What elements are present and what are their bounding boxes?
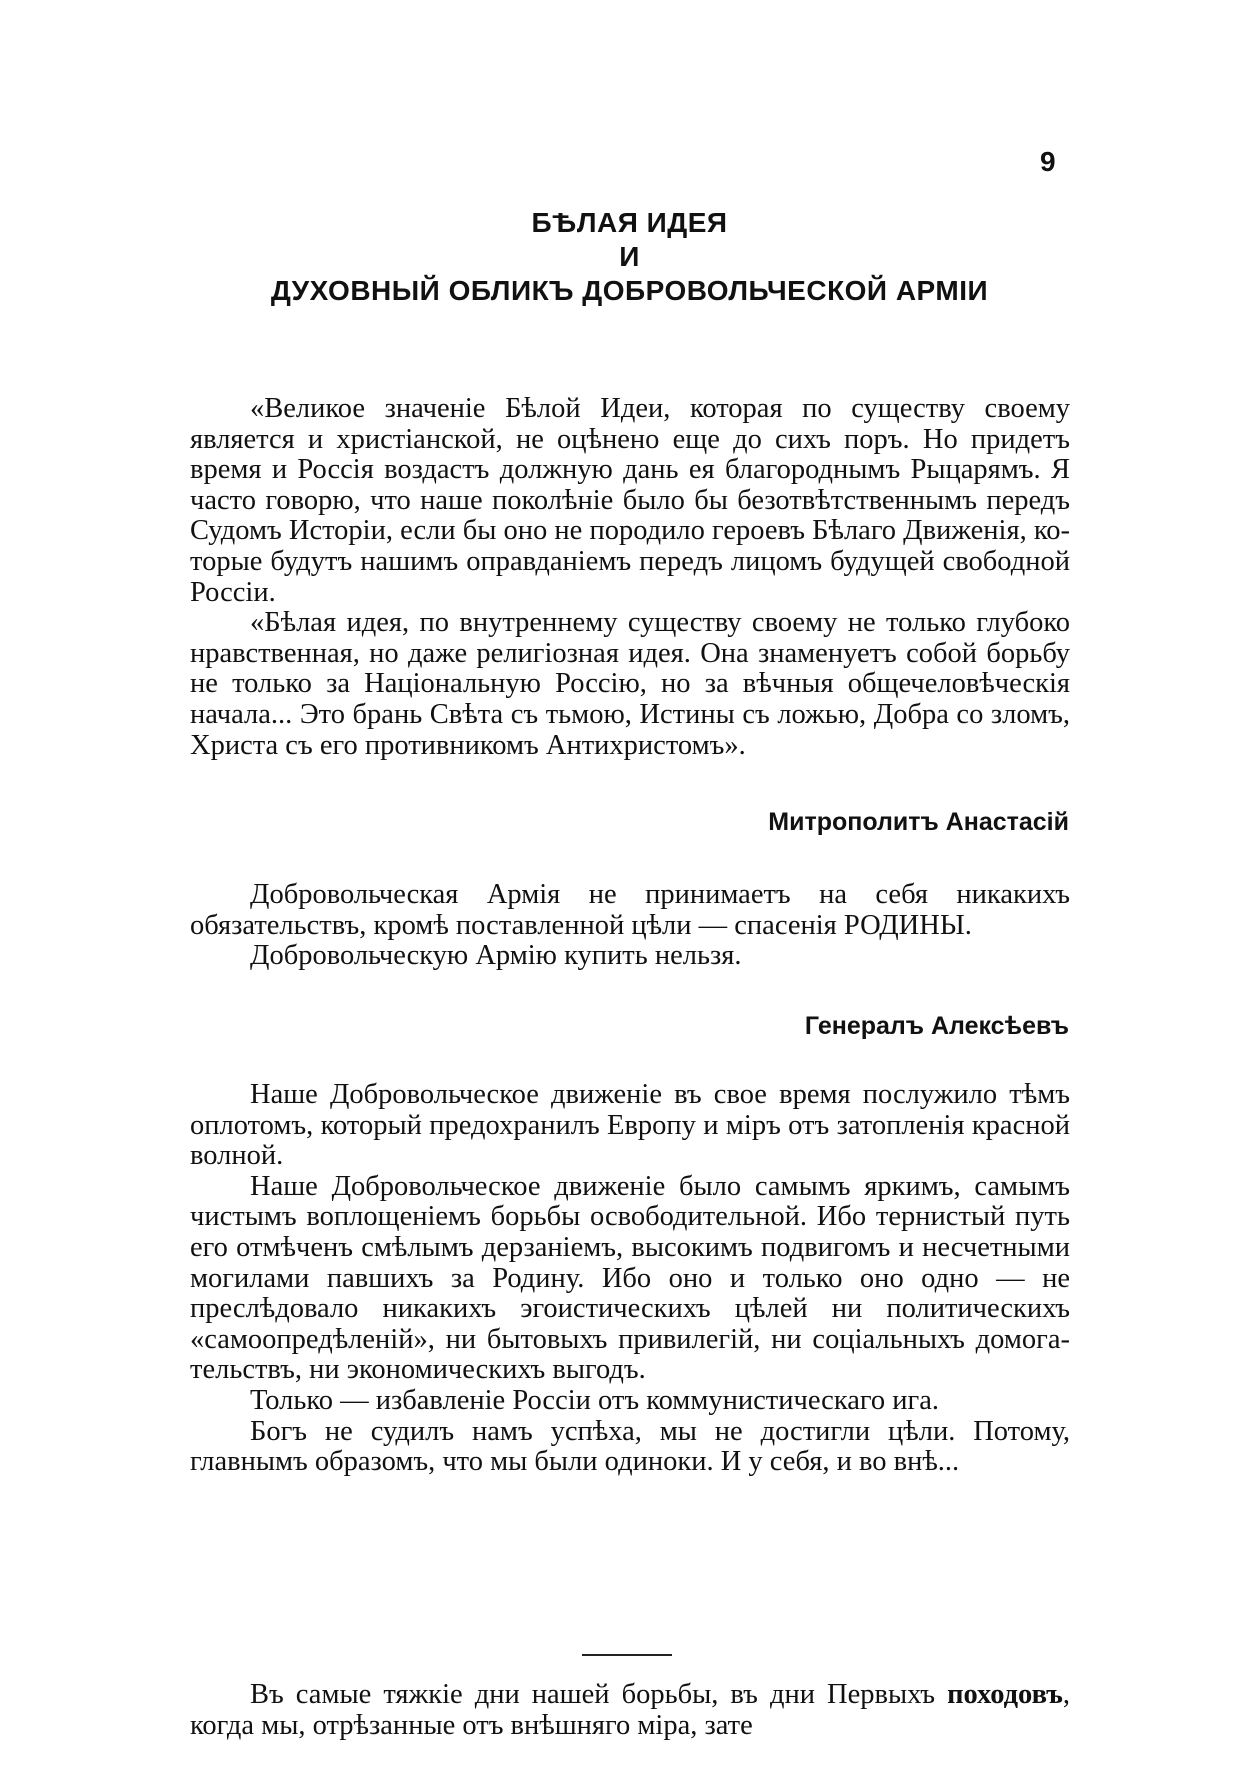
- section-hard-days: [190, 1680, 1070, 1741]
- paragraph: Добровольческую Армію купить нельзя.: [250, 940, 742, 972]
- text-segment: Въ самые тяжкіе дни нашей борьбы, въ дни Первыхъ: [250, 1679, 935, 1710]
- paragraph: «Великое значеніе Бѣлой Идеи, которая по существу своему является и христіанской, не оцѣнено еще до сихъ поръ. Но придетъ время и Россія воздастъ должную дань ея благороднымъ Рыцарямъ. Я часто говорю, что наше поколѣніе было бы безотвѣтственнымъ передъ Судомъ Исторіи, если бы оно не породило героевъ Бѣлаго Движенія, которые будутъ нашимъ оправданіемъ передъ лицомъ будущей свободной Россіи.: [190, 393, 1070, 608]
- title-line-3: ДУХОВНЫЙ ОБЛИКЪ ДОБРОВОЛЬЧЕСКОЙ АРМІИ: [270, 275, 989, 306]
- title-line-2: И: [619, 241, 640, 272]
- section-movement: [190, 1080, 1070, 1478]
- section-divider: [582, 1654, 672, 1656]
- paragraph: Только — избавленіе Россіи отъ коммунистическаго ига.: [250, 1384, 939, 1416]
- paragraph: Наше Добровольческое движеніе было самымъ яркимъ, самымъ чистымъ воплощеніемъ борьбы освободительной. Ибо тернистый путь его отмѣченъ смѣлымъ дерзаніемъ, высокимъ подвигомъ и несчетными могилами павшихъ за Родину. Ибо оно и только оно одно — не преслѣдовало никакихъ эгоистическихъ цѣлей ни политическихъ «самоопредѣленій», ни бытовыхъ привилегій, ни соціальныхъ домогательствъ, ни экономическихъ выгодъ.: [190, 1170, 1070, 1386]
- chapter-title: [0, 206, 1259, 308]
- paragraph: [190, 1680, 1070, 1741]
- bold-word: походовъ: [947, 1679, 1063, 1710]
- signature-alekseev: Генералъ Алексѣевъ: [804, 1012, 1069, 1040]
- quote-metropolitan: [190, 394, 1070, 761]
- paragraph: «Бѣлая идея, по внутреннему существу своему не только глубоко нравственная, но даже религіозная идея. Она знаменуетъ собой борьбу не только за Національную Россію, но за вѣчныя общечеловѣческія начала... Это брань Свѣта съ тьмою, Истины съ ложью, Добра со зломъ, Христа съ его противникомъ Антихристомъ».: [190, 607, 1070, 761]
- paragraph: Добровольческая Армія не принимаетъ на себя никакихъ обязательствъ, кромѣ поставленной цѣли — спасенія РОДИНЫ.: [190, 879, 1070, 941]
- signature-metropolitan: Митрополитъ Анастасій: [768, 808, 1069, 836]
- paragraph: Наше Добровольческое движеніе въ свое время послужило тѣмъ оплотомъ, который предохранилъ Европу и міръ отъ затопленія красной волной.: [190, 1079, 1070, 1172]
- text-segment: , когда мы, отрѣзанные отъ внѣшняго міра, зате: [190, 1679, 1070, 1741]
- title-line-1: БѢЛАЯ ИДЕЯ: [531, 207, 728, 238]
- quote-alekseev: [190, 880, 1070, 972]
- page-number: 9: [1040, 146, 1056, 177]
- paragraph: Богъ не судилъ намъ успѣха, мы не достигли цѣли. Потому, главнымъ образомъ, что мы были одиноки. И у себя, и во внѣ...: [190, 1415, 1070, 1478]
